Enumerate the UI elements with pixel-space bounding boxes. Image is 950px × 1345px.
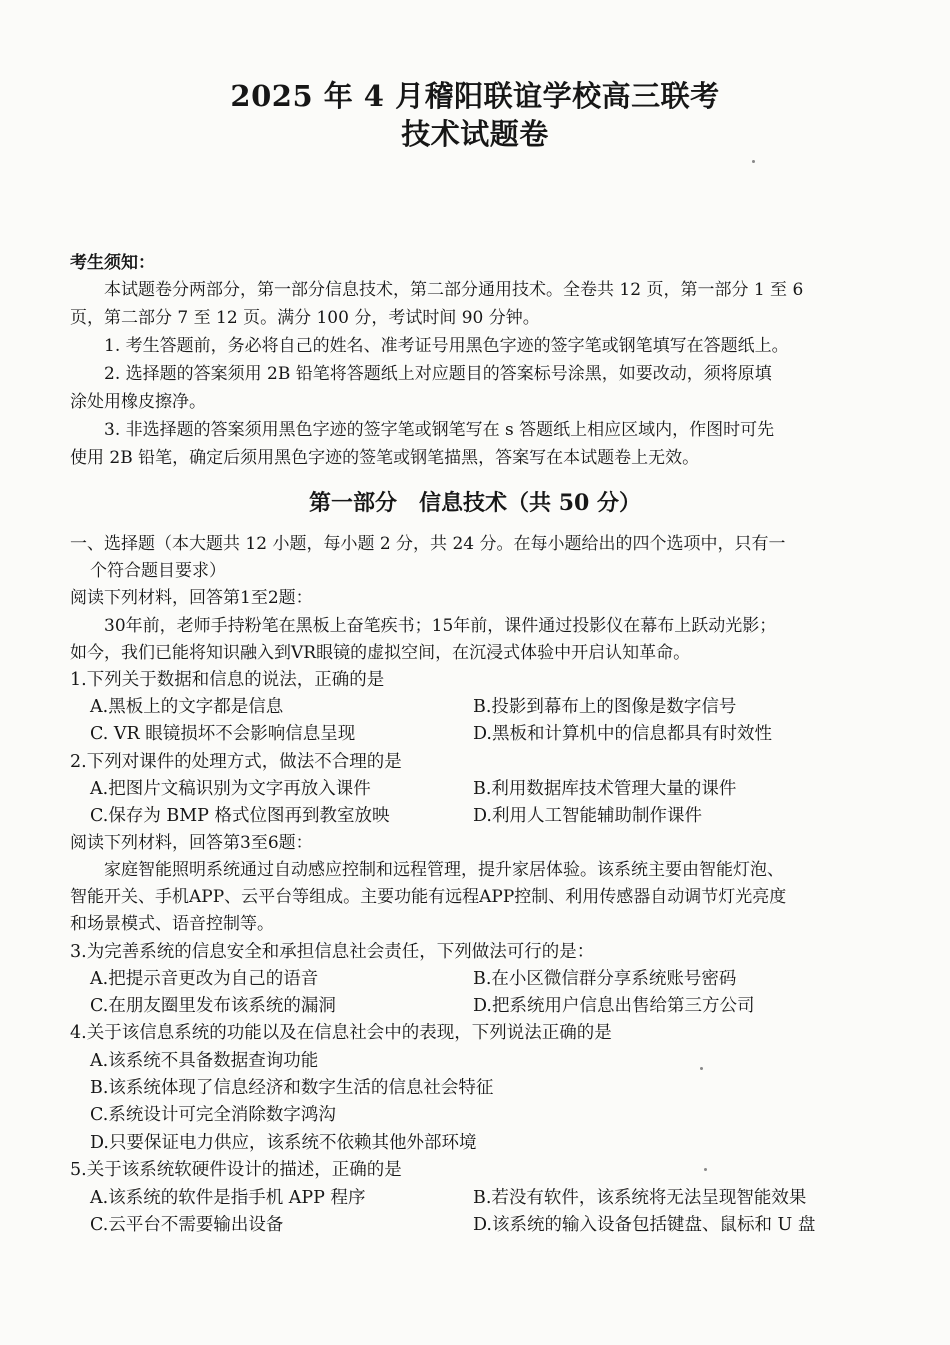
question-5-option-d: D.该系统的输入设备包括键盘、鼠标和 U 盘 xyxy=(473,1215,816,1235)
question-2-option-d: D.利用人工智能辅助制作课件 xyxy=(473,806,702,826)
question-5-option-a: A.该系统的软件是指手机 APP 程序 xyxy=(90,1188,366,1208)
notice-line: 涂处用橡皮擦净。 xyxy=(70,392,206,412)
section-heading: 一、选择题（本大题共 12 小题，每小题 2 分，共 24 分。在每小题给出的四个选项中，只有一 xyxy=(70,534,786,554)
material-intro: 阅读下列材料，回答第3至6题： xyxy=(70,833,313,853)
question-5-option-c: C.云平台不需要输出设备 xyxy=(90,1215,284,1235)
material-text: 如今，我们已能将知识融入到VR眼镜的虚拟空间，在沉浸式体验中开启认知革命。 xyxy=(70,643,691,663)
scan-speck xyxy=(700,1067,703,1070)
notice-line: 本试题卷分两部分，第一部分信息技术，第二部分通用技术。全卷共 12 页，第一部分 1 至 6 xyxy=(104,280,804,300)
question-3-option-a: A.把提示音更改为自己的语音 xyxy=(90,969,319,989)
question-3-option-b: B.在小区微信群分享系统账号密码 xyxy=(473,969,737,989)
question-1-option-a: A.黑板上的文字都是信息 xyxy=(90,697,284,717)
exam-title: 2025 年 4 月稽阳联谊学校高三联考 xyxy=(230,79,720,113)
question-3-stem: 3.为完善系统的信息安全和承担信息社会责任，下列做法可行的是： xyxy=(70,942,595,962)
question-4-option-d: D.只要保证电力供应，该系统不依赖其他外部环境 xyxy=(90,1133,477,1153)
notice-line: 使用 2B 铅笔，确定后须用黑色字迹的签笔或钢笔描黑，答案写在本试题卷上无效。 xyxy=(70,448,700,468)
material-text: 30年前，老师手持粉笔在黑板上奋笔疾书；15年前，课件通过投影仪在幕布上跃动光影； xyxy=(104,616,777,636)
question-5-stem: 5.关于该系统软硬件设计的描述，正确的是 xyxy=(70,1160,402,1180)
material-text: 家庭智能照明系统通过自动感应控制和远程管理，提升家居体验。该系统主要由智能灯泡、 xyxy=(104,860,784,880)
question-3-option-d: D.把系统用户信息出售给第三方公司 xyxy=(473,996,755,1016)
question-5-option-b: B.若没有软件，该系统将无法呈现智能效果 xyxy=(473,1188,807,1208)
scan-speck xyxy=(752,160,755,163)
notice-heading: 考生须知： xyxy=(70,253,155,273)
notice-line: 2. 选择题的答案须用 2B 铅笔将答题纸上对应题目的答案标号涂黑，如要改动，须将原填 xyxy=(104,364,772,384)
material-text: 和场景模式、语音控制等。 xyxy=(70,914,274,934)
question-2-stem: 2.下列对课件的处理方式，做法不合理的是 xyxy=(70,752,402,772)
scan-speck xyxy=(704,1168,707,1171)
question-2-option-a: A.把图片文稿识别为文字再放入课件 xyxy=(90,779,371,799)
notice-line: 页，第二部分 7 至 12 页。满分 100 分，考试时间 90 分钟。 xyxy=(70,308,540,328)
part1-title: 第一部分 信息技术（共 50 分） xyxy=(309,490,641,516)
question-2-option-c: C.保存为 BMP 格式位图再到教室放映 xyxy=(90,806,390,826)
question-1-option-b: B.投影到幕布上的图像是数字信号 xyxy=(473,697,737,717)
question-3-option-c: C.在朋友圈里发布该系统的漏洞 xyxy=(90,996,336,1016)
question-1-option-d: D.黑板和计算机中的信息都具有时效性 xyxy=(473,724,772,744)
material-text: 智能开关、手机APP、云平台等组成。主要功能有远程APP控制、利用传感器自动调节灯光亮度 xyxy=(70,887,787,907)
notice-line: 3. 非选择题的答案须用黑色字迹的签字笔或钢笔写在 s 答题纸上相应区域内，作图时可先 xyxy=(104,420,775,440)
question-1-stem: 1.下列关于数据和信息的说法，正确的是 xyxy=(70,670,385,690)
material-intro: 阅读下列材料，回答第1至2题： xyxy=(70,588,313,608)
exam-subtitle: 技术试题卷 xyxy=(401,117,549,151)
section-heading-cont: 个符合题目要求） xyxy=(90,561,226,581)
notice-line: 1. 考生答题前，务必将自己的姓名、准考证号用黑色字迹的签字笔或钢笔填写在答题纸上。 xyxy=(104,336,789,356)
question-4-stem: 4.关于该信息系统的功能以及在信息社会中的表现，下列说法正确的是 xyxy=(70,1023,612,1043)
question-4-option-a: A.该系统不具备数据查询功能 xyxy=(90,1051,319,1071)
question-2-option-b: B.利用数据库技术管理大量的课件 xyxy=(473,779,737,799)
question-4-option-c: C.系统设计可完全消除数字鸿沟 xyxy=(90,1105,336,1125)
question-4-option-b: B.该系统体现了信息经济和数字生活的信息社会特征 xyxy=(90,1078,494,1098)
question-1-option-c: C. VR 眼镜损坏不会影响信息呈现 xyxy=(90,724,356,744)
